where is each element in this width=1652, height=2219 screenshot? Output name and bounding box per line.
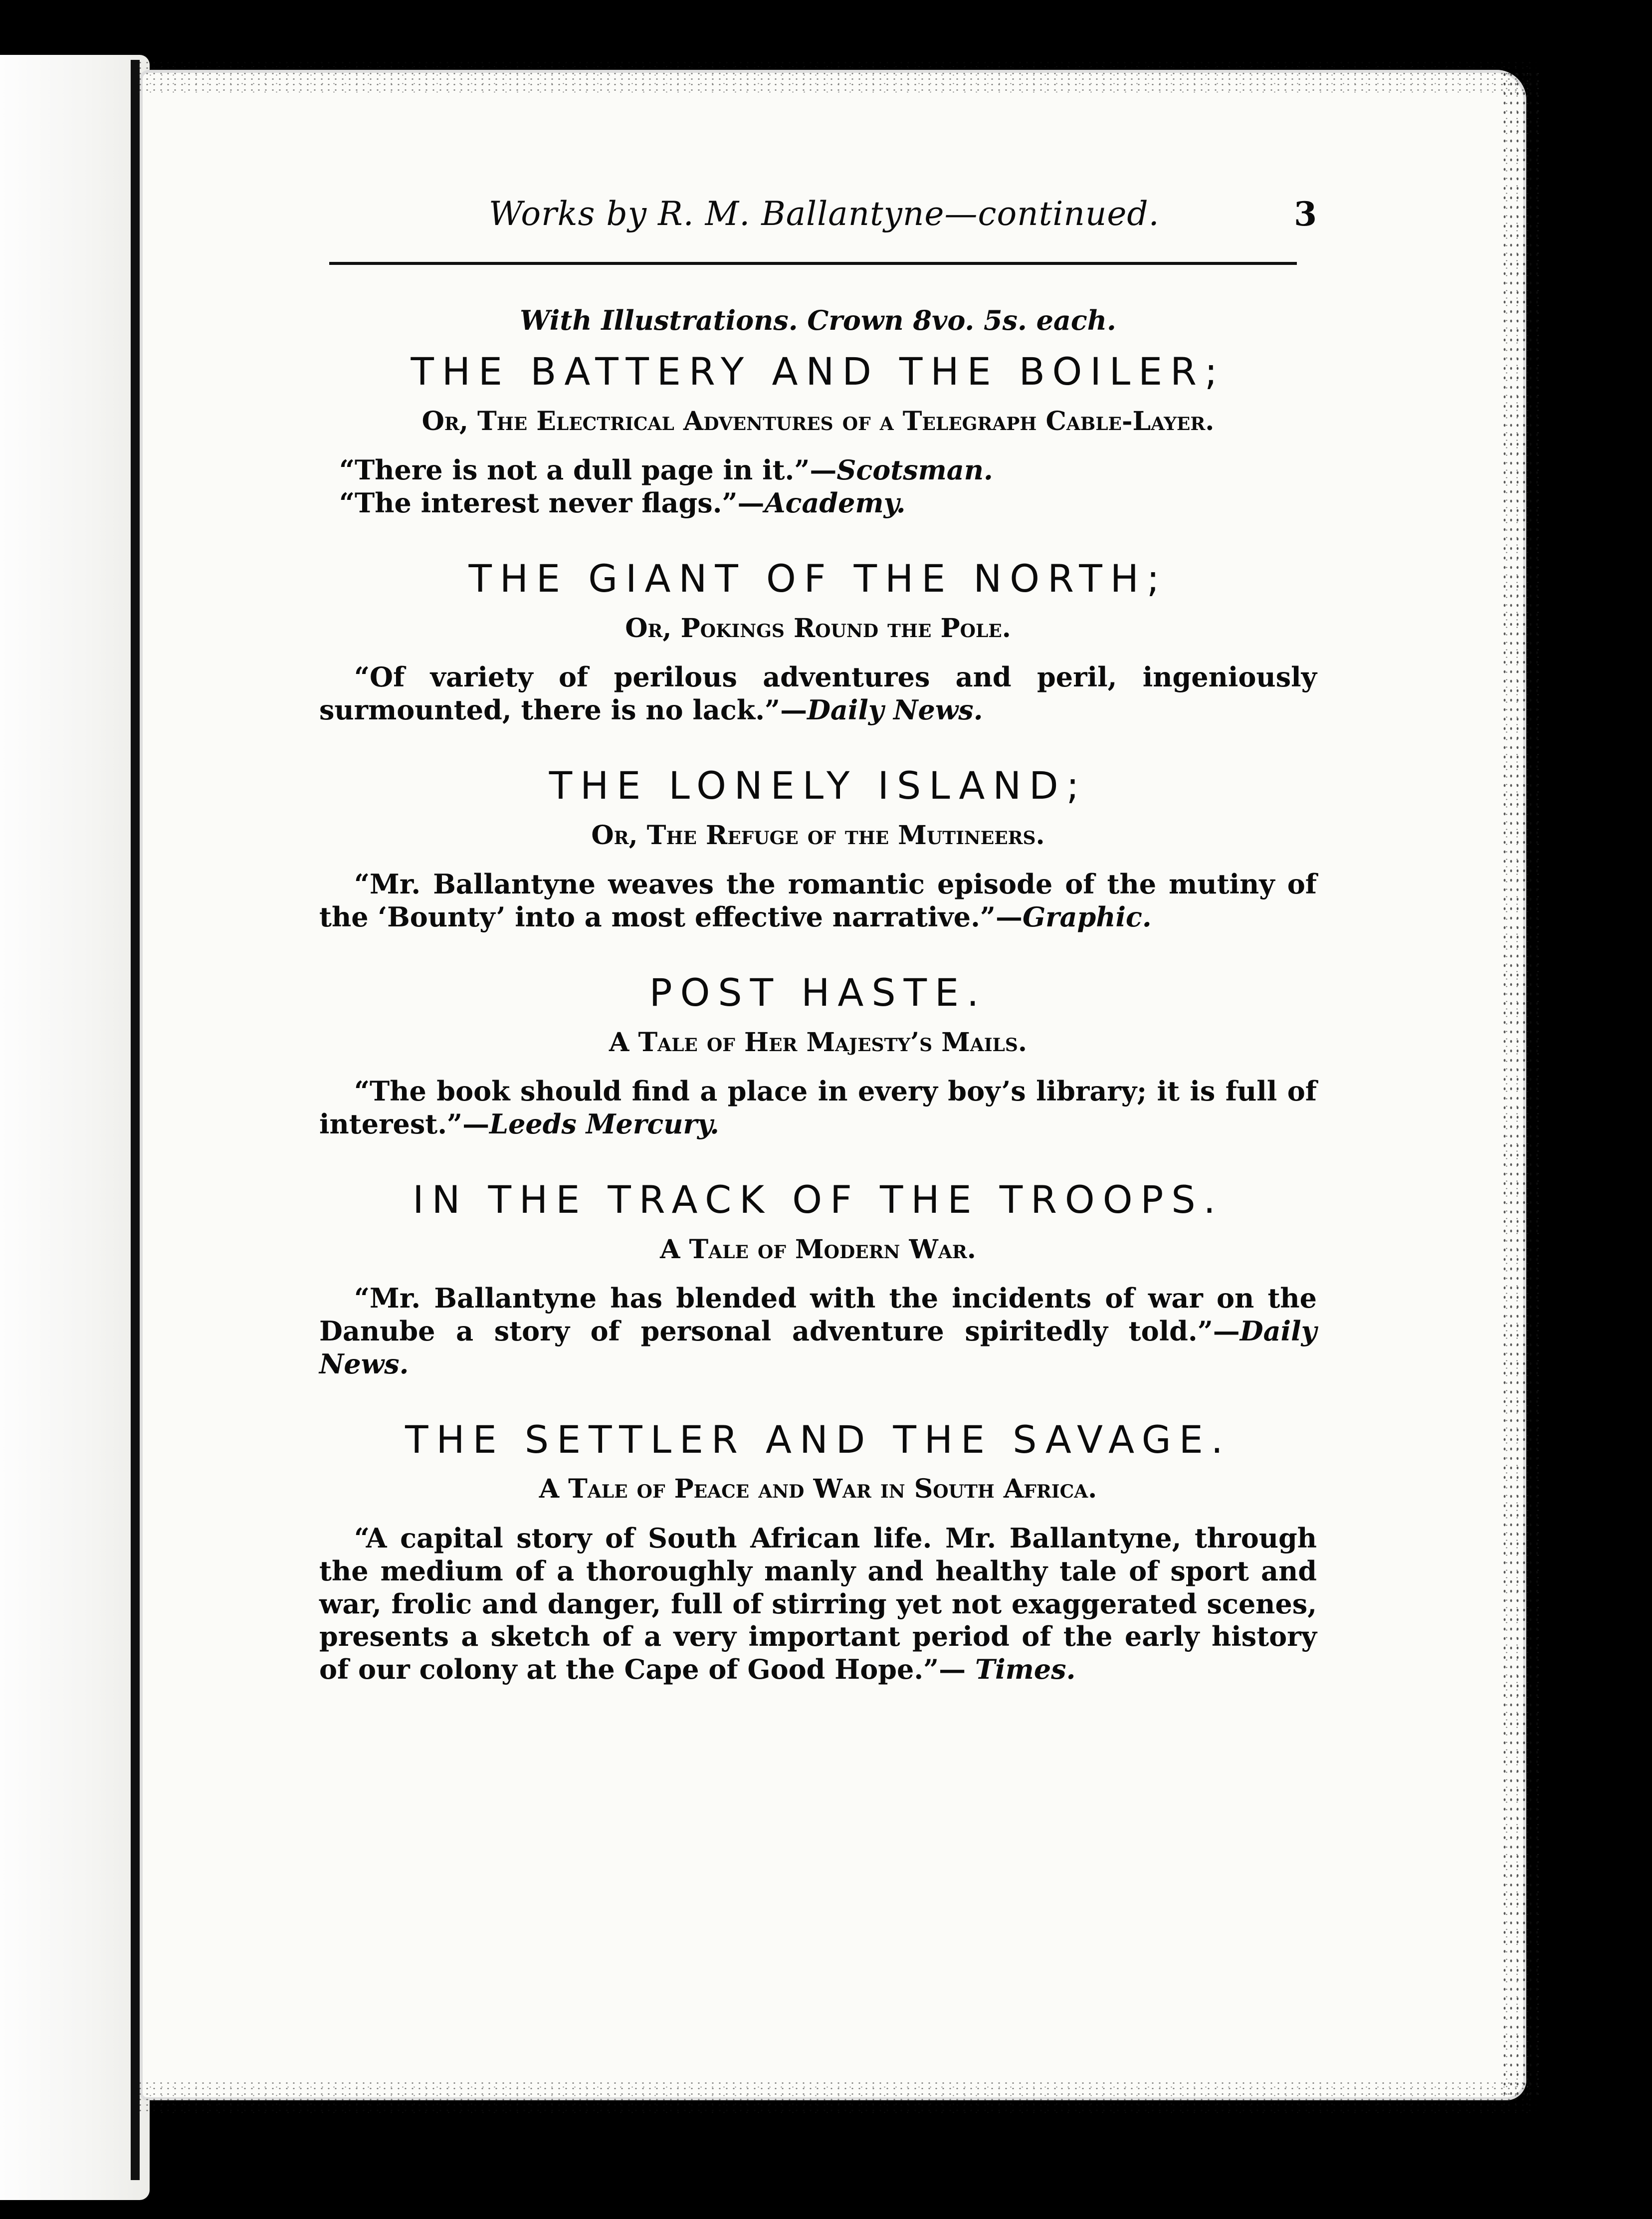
quote-text: “Mr. Ballantyne weaves the romantic episode of the mutiny of the ‘Bounty’ into a most effective narrative.”— [319, 868, 1317, 933]
facing-page-edge [0, 55, 150, 2200]
quote-text: “There is not a dull page in it.”— [339, 454, 837, 486]
page-number: 3 [1294, 195, 1317, 233]
header-rule [329, 262, 1297, 265]
quote-text: “A capital story of South African life. Mr. Ballantyne, through the medium of a thoroughly manly and healthy tale of sport and war, frolic and danger, full of stirring yet not exaggerated scenes, presents a sketch of a very important period of the early history of our colony at the Cape of Good Hope.”— [319, 1522, 1317, 1686]
book-entry [319, 556, 1317, 727]
quote-source: Academy. [764, 487, 906, 519]
book-title: THE SETTLER AND THE SAVAGE. [405, 1417, 1231, 1462]
page-content [319, 190, 1317, 1686]
book-title: THE LONELY ISLAND; [549, 763, 1087, 808]
quote-source: Graphic. [1022, 900, 1152, 933]
review-quote [319, 868, 1317, 934]
format-line: With Illustrations. Crown 8vo. 5s. each. [520, 304, 1116, 336]
book-title: IN THE TRACK OF THE TROOPS. [413, 1177, 1224, 1222]
running-title: Works by R. M. Ballantyne—continued. [489, 195, 1160, 233]
book-entry [319, 349, 1317, 520]
book-title: THE BATTERY AND THE BOILER; [411, 349, 1226, 394]
binding-gutter-line [131, 60, 140, 2180]
book-subtitle: Or, Pokings Round the Pole. [625, 613, 1011, 644]
review-quote [319, 1075, 1317, 1141]
review-quote [319, 454, 1317, 487]
book-subtitle: A Tale of Her Majesty’s Mails. [609, 1027, 1027, 1058]
book-subtitle: A Tale of Modern War. [660, 1234, 976, 1265]
book-entries [319, 349, 1317, 1725]
book-title: THE GIANT OF THE NORTH; [468, 556, 1168, 601]
quote-text: “Of variety of perilous adventures and peril, ingeniously surmounted, there is no lack.”— [319, 661, 1317, 726]
scan-noise-right [1501, 70, 1541, 2100]
quote-source: Times. [975, 1653, 1076, 1686]
book-title: POST HASTE. [649, 970, 987, 1015]
quote-source: Leeds Mercury. [489, 1108, 719, 1140]
quote-text: “The interest never flags.”— [339, 487, 765, 519]
review-quote [319, 1282, 1317, 1381]
book-entry [319, 1417, 1317, 1687]
quote-source: Scotsman. [836, 454, 993, 486]
quote-source: Daily News. [807, 694, 983, 726]
running-head [319, 190, 1317, 249]
book-subtitle: A Tale of Peace and War in South Africa. [539, 1474, 1097, 1505]
quote-text: “The book should find a place in every boy’s library; it is full of interest.”— [319, 1075, 1317, 1140]
review-quote [319, 487, 1317, 520]
review-quote [319, 661, 1317, 727]
book-entry [319, 970, 1317, 1141]
book-entry [319, 1177, 1317, 1381]
quote-source: Daily News. [319, 1315, 1317, 1380]
book-entry [319, 763, 1317, 934]
scan-noise-top [130, 60, 1536, 95]
scan-noise-bottom [130, 2080, 1536, 2115]
book-subtitle: Or, The Electrical Adventures of a Telegraph Cable-Layer. [421, 406, 1215, 437]
review-quote [319, 1522, 1317, 1686]
quote-text: “Mr. Ballantyne has blended with the incidents of war on the Danube a story of personal adventure spiritedly told.”— [319, 1282, 1317, 1347]
book-subtitle: Or, The Refuge of the Mutineers. [591, 820, 1045, 851]
